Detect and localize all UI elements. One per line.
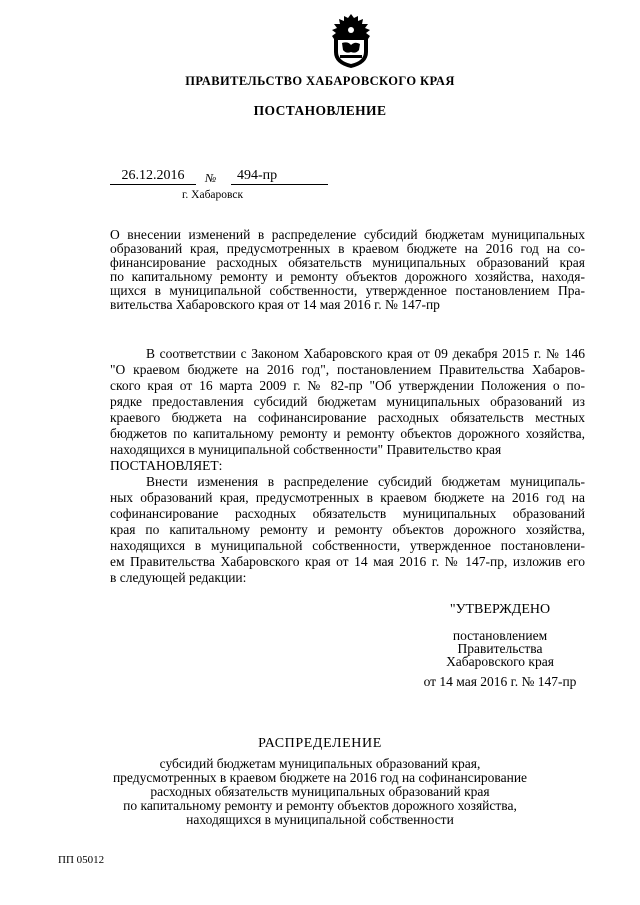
number-sign: № — [205, 171, 217, 185]
body-line: рядке предоставления субсидий бюджетам муниципальных образований из — [110, 394, 585, 409]
body-line: края по капитальному ремонту и ремонту объектов дорожного хозяйства, — [110, 522, 585, 537]
khabarovsk-coat-of-arms-icon — [328, 12, 374, 70]
document-date: 26.12.2016 — [110, 168, 196, 185]
body-line: ского края от 16 марта 2009 г. № 82-пр "Об утверждении Положения о по- — [110, 378, 585, 393]
body-line: Внести изменения в распределение субсидий бюджетам муниципаль- — [146, 474, 585, 489]
document-type: ПОСТАНОВЛЕНИЕ — [253, 103, 387, 118]
title-line: О внесении изменений в распределение субсидий бюджетам муниципальных — [110, 227, 585, 242]
body-line: софинансирование расходных обязательств муниципальных образований — [110, 506, 585, 521]
title-line: щихся в муниципальной собственности, утвержденное постановлением Пра- — [110, 283, 585, 298]
title-line: вительства Хабаровского края от 14 мая 2016 г. № 147-пр — [110, 297, 440, 312]
distribution-line: по капитальному ремонту и ремонту объектов дорожного хозяйства, — [123, 798, 517, 813]
body-line: В соответствии с Законом Хабаровского края от 09 декабря 2015 г. № 146 — [146, 346, 585, 361]
approval-line: постановлением — [452, 628, 548, 643]
body-line: бюджетов по капитальному ремонту и ремонту объектов дорожного хозяйства, — [110, 426, 585, 441]
resolves-word: ПОСТАНОВЛЯЕТ: — [110, 458, 223, 473]
distribution-line: расходных обязательств муниципальных образований края — [150, 784, 490, 799]
approval-line: Правительства — [457, 641, 543, 656]
title-line: финансирование расходных обязательств муниципальных образований края — [110, 255, 585, 270]
body-line: в следующей редакции: — [110, 570, 247, 585]
approval-heading: "УТВЕРЖДЕНО — [449, 602, 551, 617]
body-line: краевого бюджета на софинансирование расходных обязательств местных — [110, 410, 585, 425]
title-line: образований края, предусмотренных в краевом бюджете на 2016 год на со- — [110, 241, 585, 256]
body-line: ных образований края, предусмотренных в краевом бюджете на 2016 год на — [110, 490, 585, 505]
distribution-title: РАСПРЕДЕЛЕНИЕ — [258, 736, 382, 751]
document-number: 494-пр — [231, 168, 328, 185]
body-line: находящихся в муниципальной собственности" Правительство края — [110, 442, 502, 457]
distribution-line: субсидий бюджетам муниципальных образований края, — [159, 756, 481, 771]
distribution-line: предусмотренных в краевом бюджете на 2016 год на софинансирование — [112, 770, 528, 785]
approval-line: Хабаровского края — [446, 654, 554, 669]
body-line: находящихся в муниципальной собственности, утвержденное постановлени- — [110, 538, 585, 553]
document-code: ПП 05012 — [58, 854, 105, 866]
distribution-line: находящихся в муниципальной собственности — [186, 812, 454, 827]
body-line: ем Правительства Хабаровского края от 14 мая 2016 г. № 147-пр, изложив его — [110, 554, 585, 569]
title-line: по капитальному ремонту и ремонту объектов дорожного хозяйства, находя- — [110, 269, 585, 284]
document-city: г. Хабаровск — [182, 189, 244, 201]
approval-line: от 14 мая 2016 г. № 147-пр — [423, 674, 577, 689]
government-name: ПРАВИТЕЛЬСТВО ХАБАРОВСКОГО КРАЯ — [185, 74, 455, 88]
body-line: "О краевом бюджете на 2016 год", постановлением Правительства Хабаров- — [110, 362, 585, 377]
